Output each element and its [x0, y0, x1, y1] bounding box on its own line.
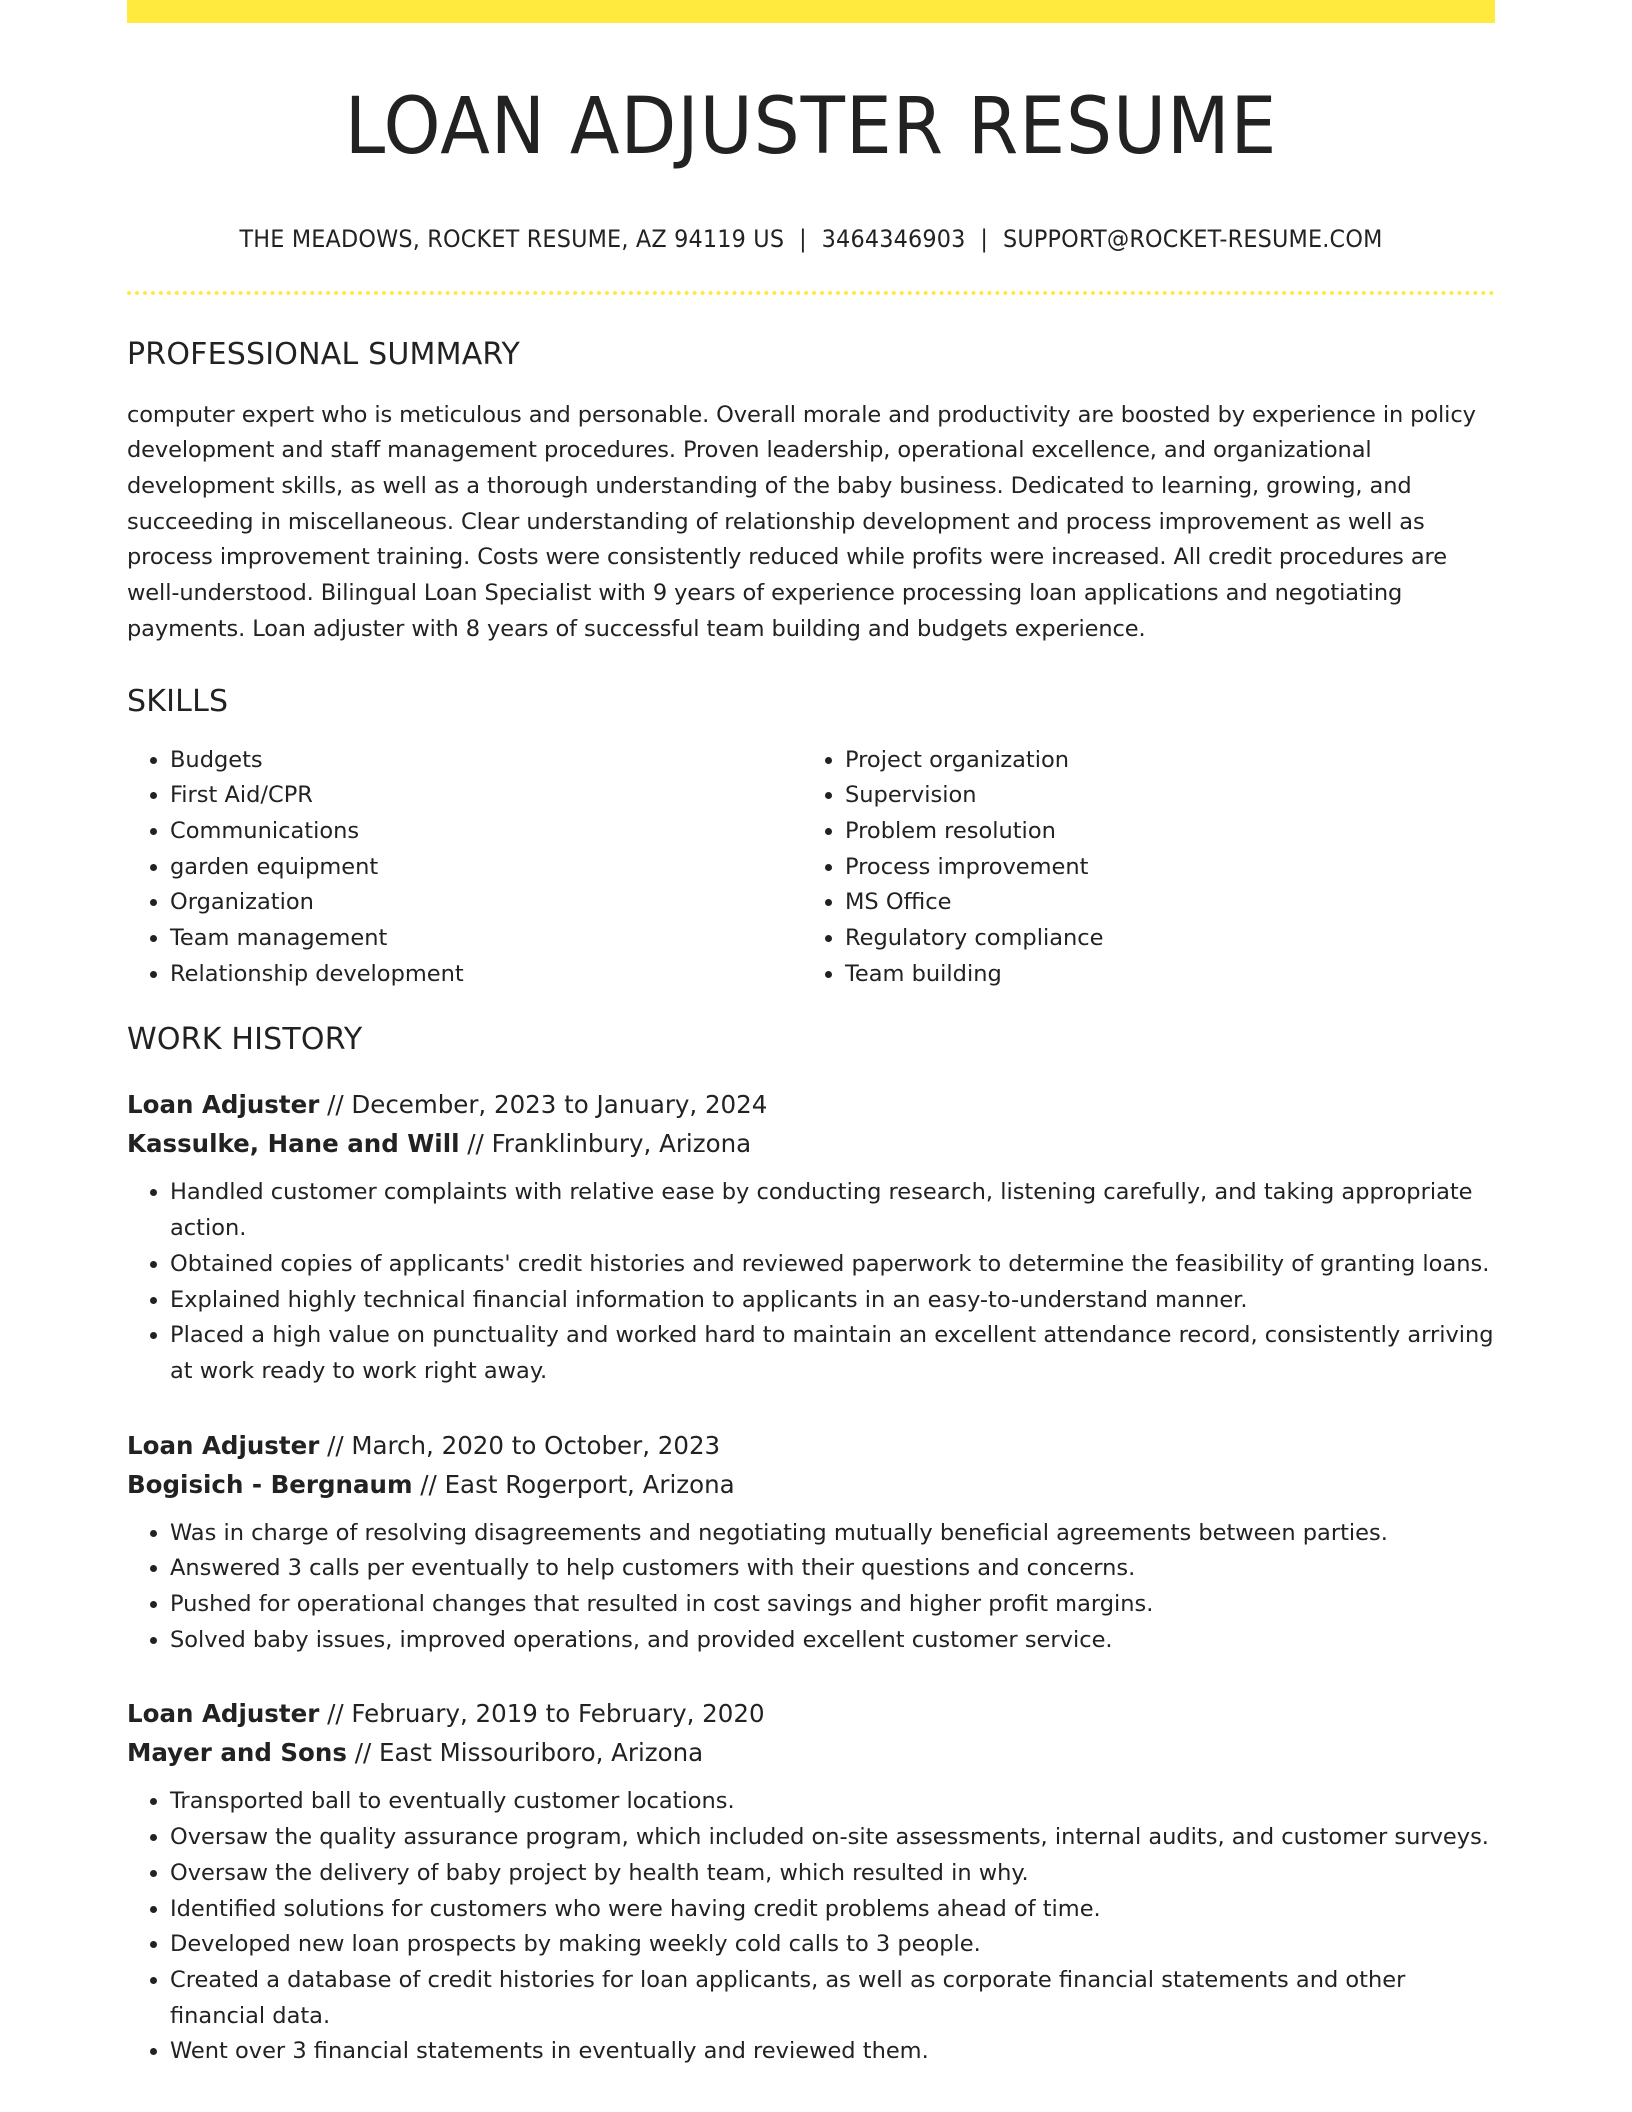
contact-address: THE MEADOWS, ROCKET RESUME, AZ 94119 US — [239, 224, 785, 253]
skill-item: • Problem resolution — [845, 814, 1477, 850]
skill-item: • Organization — [170, 885, 802, 921]
contact-line — [175, 225, 1447, 253]
job-bullet: • Identified solutions for customers who were having credit problems ahead of time. — [170, 1892, 1495, 1928]
job-bullet: • Transported ball to eventually customer locations. — [170, 1784, 1495, 1820]
job-location: East Missouriboro, Arizona — [379, 1738, 704, 1768]
skills-list — [127, 743, 1495, 993]
job-company-line — [127, 1465, 1495, 1504]
job-bullet: • Created a database of credit histories for loan applicants, as well as corporate financial statements and other financial data. — [170, 1963, 1495, 2034]
skills-heading: SKILLS — [127, 683, 229, 719]
summary-heading: PROFESSIONAL SUMMARY — [127, 336, 521, 372]
summary-text: computer expert who is meticulous and personable. Overall morale and productivity are boosted by experience in policy development and staff management procedures. Proven leadership, operational excellence, and organizational development skills, as well as a thorough understanding of the baby business. Dedicated to learning, growing, and succeeding in miscellaneous. Clear understanding of relationship development and process improvement as well as process improvement training. Costs were consistently reduced while profits were increased. All credit procedures are well-understood. Bilingual Loan Specialist with 9 years of experience processing loan applications and negotiating payments. Loan adjuster with 8 years of successful team building and budgets experience. — [127, 401, 1476, 642]
job-bullet: • Oversaw the quality assurance program, which included on-site assessments, internal audits, and customer surveys. — [170, 1820, 1495, 1856]
field-separator: // — [412, 1469, 445, 1499]
skill-item: • Regulatory compliance — [845, 921, 1477, 957]
field-separator: // — [346, 1738, 379, 1768]
job-dates: February, 2019 to February, 2020 — [351, 1699, 765, 1729]
job-bullet: • Oversaw the delivery of baby project by health team, which resulted in why. — [170, 1856, 1495, 1892]
dotted-divider — [127, 291, 1495, 295]
skill-item: • Process improvement — [845, 850, 1477, 886]
job-bullet: • Placed a high value on punctuality and worked hard to maintain an excellent attendance record, consistently arriving at work ready to work right away. — [170, 1318, 1495, 1389]
job-bullet: • Was in charge of resolving disagreements and negotiating mutually beneficial agreements between parties. — [170, 1516, 1495, 1552]
job-bullet: • Solved baby issues, improved operations, and provided excellent customer service. — [170, 1623, 1495, 1659]
job-role: Loan Adjuster — [127, 1699, 320, 1729]
job-bullet: • Developed new loan prospects by making weekly cold calls to 3 people. — [170, 1927, 1495, 1963]
field-separator: // — [459, 1129, 492, 1159]
skill-item: • Budgets — [170, 743, 802, 779]
skill-item: • MS Office — [845, 885, 1477, 921]
job-bullets — [127, 1516, 1495, 1659]
job-company: Mayer and Sons — [127, 1738, 347, 1768]
job-role: Loan Adjuster — [127, 1430, 320, 1460]
job-entry — [127, 1694, 1495, 2070]
job-role-line — [127, 1085, 1495, 1124]
field-separator: // — [319, 1430, 352, 1460]
skill-item: • garden equipment — [170, 850, 802, 886]
skill-item: • Team building — [845, 957, 1477, 993]
contact-separator: | — [799, 224, 807, 253]
skills-column-left — [127, 743, 802, 993]
job-company: Kassulke, Hane and Will — [127, 1129, 460, 1159]
skill-item: • Relationship development — [170, 957, 802, 993]
contact-email: SUPPORT@ROCKET-RESUME.COM — [1003, 224, 1383, 253]
skills-column-right — [802, 743, 1477, 993]
job-role-line — [127, 1426, 1495, 1465]
job-bullet: • Explained highly technical financial information to applicants in an easy-to-understand manner. — [170, 1283, 1495, 1319]
contact-separator: | — [980, 224, 989, 253]
job-bullet: • Handled customer complaints with relative ease by conducting research, listening carefully, and taking appropriate action. — [170, 1175, 1495, 1246]
job-bullet: • Obtained copies of applicants' credit histories and reviewed paperwork to determine the feasibility of granting loans. — [170, 1247, 1495, 1283]
job-bullet: • Answered 3 calls per eventually to help customers with their questions and concerns. — [170, 1551, 1495, 1587]
job-bullets — [127, 1784, 1495, 2070]
job-location: East Rogerport, Arizona — [444, 1469, 735, 1499]
job-role: Loan Adjuster — [127, 1090, 320, 1120]
job-company-line — [127, 1124, 1495, 1163]
job-bullet: • Went over 3 financial statements in eventually and reviewed them. — [170, 2034, 1495, 2070]
resume-page — [127, 0, 1495, 2070]
skill-item: • First Aid/CPR — [170, 778, 802, 814]
job-company-line — [127, 1733, 1495, 1772]
skill-item: • Supervision — [845, 778, 1477, 814]
job-bullet: • Pushed for operational changes that resulted in cost savings and higher profit margins. — [170, 1587, 1495, 1623]
job-dates: March, 2020 to October, 2023 — [351, 1430, 721, 1460]
job-entry — [127, 1426, 1495, 1659]
skill-item: • Communications — [170, 814, 802, 850]
job-company: Bogisich - Bergnaum — [127, 1469, 413, 1499]
work-history-heading: WORK HISTORY — [127, 1022, 363, 1058]
field-separator: // — [319, 1699, 352, 1729]
job-dates: December, 2023 to January, 2024 — [351, 1090, 768, 1120]
job-bullets — [127, 1175, 1495, 1389]
accent-bar — [127, 0, 1495, 23]
job-entry — [127, 1085, 1495, 1389]
contact-phone: 3464346903 — [821, 224, 966, 253]
skill-item: • Team management — [170, 921, 802, 957]
job-role-line — [127, 1694, 1495, 1733]
skill-item: • Project organization — [845, 743, 1477, 779]
job-location: Franklinbury, Arizona — [491, 1129, 752, 1159]
resume-title: LOAN ADJUSTER RESUME — [344, 82, 1278, 172]
field-separator: // — [319, 1090, 352, 1120]
